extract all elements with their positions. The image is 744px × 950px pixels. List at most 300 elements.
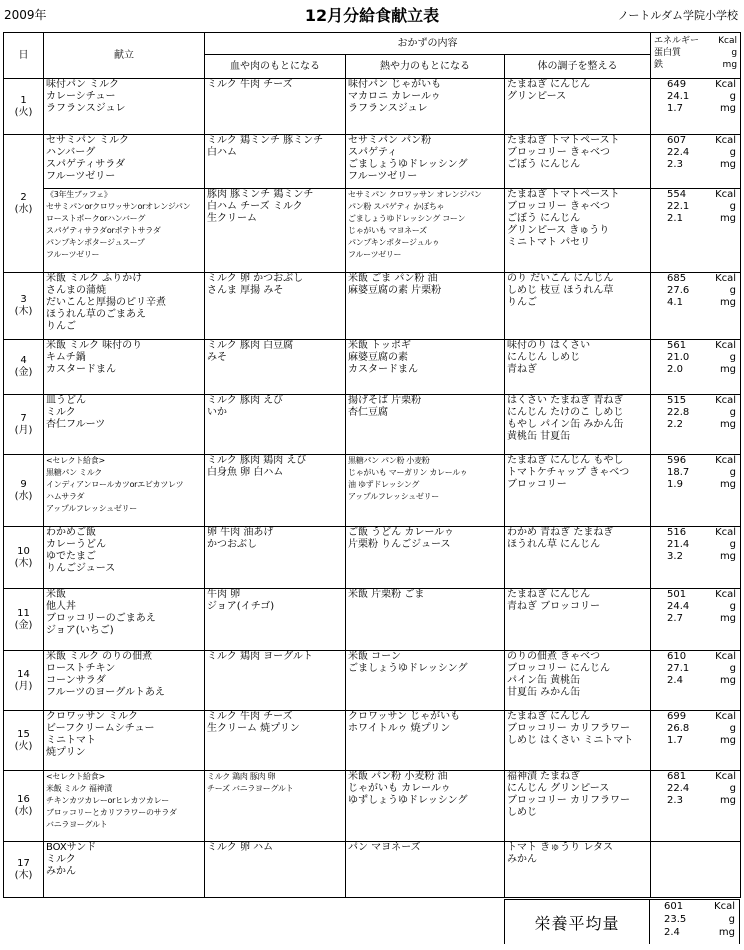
school-name: ノートルダム学院小学校 (617, 9, 738, 22)
day-cell (4, 771, 44, 842)
heat-cell (346, 189, 505, 273)
menu-line: セサミパン ミルク (46, 135, 129, 146)
body-cell (505, 79, 651, 135)
body-line: ブロッコリー きゃべつ (507, 147, 610, 158)
blood-line: ミルク 卵 ハム (207, 842, 274, 853)
energy-value: 515 (667, 395, 687, 406)
protein-value: 18.7 (667, 467, 690, 478)
body-line: にんじん しめじ (507, 352, 581, 363)
menu-line: ビーフクリームシチュー (46, 723, 155, 734)
heat-line: ゆずしょうゆドレッシング (348, 795, 468, 806)
energy-value: 607 (667, 135, 687, 146)
body-line: 青ねぎ ブロッコリー (507, 601, 600, 612)
heat-line: フルーツゼリー (348, 171, 418, 182)
menu-line: BOXサンド (46, 842, 97, 853)
menu-row (4, 395, 741, 455)
day-cell (4, 842, 44, 898)
blood-line: チーズ バニラヨーグルト (207, 784, 294, 793)
year-label: 2009年 (4, 8, 47, 22)
menu-line: ブロッコリーのごまあえ (46, 613, 156, 624)
body-cell (505, 395, 651, 455)
menu-line: クロワッサン ミルク (46, 711, 138, 722)
menu-cell (44, 79, 205, 135)
nutrition-cell: 516 Kcal 21.4 g 3.2 mg (651, 527, 741, 589)
heat-line: 揚げそば 片栗粉 (348, 395, 422, 406)
blood-cell (205, 711, 346, 771)
day-date: 16 (17, 794, 30, 805)
protein-value: 22.4 (667, 783, 690, 794)
heat-line: 米飯 パン粉 小麦粉 油 (348, 771, 448, 782)
blood-cell (205, 842, 346, 898)
energy-value: 554 (667, 189, 687, 200)
blood-line: 白ハム チーズ ミルク (207, 201, 303, 212)
heat-cell (346, 340, 505, 395)
blood-line: ミルク 鶏肉 ヨーグルト (207, 651, 313, 662)
menu-cell (44, 340, 205, 395)
body-line: ブロッコリー にんじん (507, 663, 610, 674)
day-date: 7 (20, 412, 27, 424)
body-cell (505, 273, 651, 340)
blood-cell (205, 527, 346, 589)
protein-value: 22.1 (667, 201, 690, 212)
body-line: 甘夏缶 みかん缶 (507, 687, 581, 698)
blood-line: 白ハム (207, 147, 237, 158)
body-line: たまねぎ にんじん (507, 79, 591, 90)
day-date: 2 (20, 191, 27, 203)
body-line: 黄桃缶 甘夏缶 (507, 431, 571, 442)
blood-cell (205, 771, 346, 842)
nutrition-cell: 610 Kcal 27.1 g 2.4 mg (651, 651, 741, 711)
menu-line: スパゲティサラダorポテトサラダ (46, 226, 161, 235)
blood-line: 牛肉 卵 (207, 589, 241, 600)
body-line: りんご (507, 297, 537, 308)
day-dow: (月) (14, 424, 33, 436)
heat-line: じゃがいも カレールゥ (348, 783, 451, 794)
blood-cell (205, 79, 346, 135)
heat-cell (346, 711, 505, 771)
energy-value: 681 (667, 771, 687, 782)
heat-line: パンプキンポタージュルゥ (348, 238, 440, 247)
blood-line: ミルク 牛肉 チーズ (207, 79, 293, 90)
heat-line: ラフランスジュレ (348, 103, 428, 114)
blood-line: みそ (207, 352, 227, 363)
day-dow: (水) (14, 806, 33, 817)
heat-line: マカロニ カレールゥ (348, 91, 441, 102)
menu-line: 米飯 ミルク 味付のり (46, 340, 143, 351)
day-dow: (金) (14, 619, 33, 631)
body-line: しめじ 枝豆 ほうれん草 (507, 285, 614, 296)
menu-cell (44, 455, 205, 527)
menu-line: ハンバーグ (46, 147, 96, 158)
heat-line: 黒糖パン パン粉 小麦粉 (348, 456, 430, 465)
heat-line: ごましょうゆドレッシング (348, 663, 468, 674)
menu-row (4, 340, 741, 395)
heat-cell (346, 527, 505, 589)
heat-cell (346, 651, 505, 711)
protein-value: 27.1 (667, 663, 690, 674)
day-date: 17 (17, 857, 30, 869)
page-title: 12月分給食献立表 (304, 6, 440, 25)
day-date: 1 (20, 94, 27, 106)
heat-line: 杏仁豆腐 (348, 407, 388, 418)
menu-line: <セレクト給食> (46, 456, 105, 465)
body-line: ごぼう にんじん (507, 159, 581, 170)
blood-line: ミルク 鶏ミンチ 豚ミンチ (207, 135, 324, 146)
menu-line: 味付パン ミルク (46, 79, 119, 90)
col-okazu-header: おかずの内容 (205, 33, 651, 55)
menu-cell (44, 842, 205, 898)
body-line: トマト きゅうり レタス (507, 842, 613, 853)
blood-line: かつおぶし (207, 539, 257, 550)
nutrition-cell: 501 Kcal 24.4 g 2.7 mg (651, 589, 741, 651)
menu-line: 米飯 ミルク のりの佃煮 (46, 651, 153, 662)
col-menu-header: 献立 (44, 33, 205, 79)
menu-row (4, 771, 741, 842)
blood-line: 豚肉 豚ミンチ 鶏ミンチ (207, 189, 314, 200)
energy-value: 610 (667, 651, 687, 662)
heat-line: クロワッサン じゃがいも (348, 711, 461, 722)
blood-cell (205, 189, 346, 273)
menu-line: 皿うどん (46, 395, 86, 406)
body-line: わかめ 青ねぎ たまねぎ (507, 527, 614, 538)
day-date: 4 (20, 355, 27, 366)
menu-line: ローストチキン (46, 663, 116, 674)
iron-value: 2.7 (667, 613, 683, 624)
menu-cell (44, 711, 205, 771)
nutrition-cell: 515 Kcal 22.8 g 2.2 mg (651, 395, 741, 455)
menu-line: 黒糖パン ミルク (46, 468, 102, 477)
body-line: ほうれん草 にんじん (507, 539, 601, 550)
heat-line: 麻婆豆腐の素 (348, 352, 408, 363)
protein-value: 24.4 (667, 601, 690, 612)
body-line: たまねぎ にんじん もやし (507, 455, 624, 466)
menu-cell (44, 651, 205, 711)
menu-line: だいこんと厚揚のピリ辛煮 (46, 297, 166, 308)
menu-line: スパゲティサラダ (46, 159, 126, 170)
day-date: 9 (20, 478, 27, 490)
body-line: たまねぎ にんじん (507, 589, 591, 600)
day-cell (4, 135, 44, 273)
protein-value: 26.8 (667, 723, 690, 734)
body-cell (505, 771, 651, 842)
menu-row (4, 189, 741, 273)
menu-line: チキンカツカレーorヒレカツカレー (46, 796, 170, 805)
menu-line: フルーツゼリー (46, 250, 100, 259)
energy-value: 516 (667, 527, 687, 538)
energy-value: 501 (667, 589, 687, 600)
iron-value: 1.7 (667, 735, 683, 746)
blood-line: ミルク 豚肉 えび (207, 395, 284, 406)
iron-value: 1.9 (667, 479, 683, 490)
day-cell (4, 79, 44, 135)
menu-line: バニラヨーグルト (46, 820, 108, 829)
day-dow: (木) (14, 557, 33, 569)
heat-line: じゃがいも マヨネーズ (348, 226, 427, 235)
day-dow: (火) (14, 106, 33, 118)
menu-line: 他人丼 (46, 601, 76, 612)
col-body-header: 体の調子を整える (505, 55, 651, 79)
day-cell (4, 711, 44, 771)
day-dow: (水) (14, 490, 33, 502)
menu-table (3, 32, 741, 898)
menu-line: 米飯 ミルク 福神漬 (46, 784, 112, 793)
nutrition-cell: 596 Kcal 18.7 g 1.9 mg (651, 455, 741, 527)
menu-line: ゆでたまご (46, 551, 96, 562)
body-line: ブロッコリー (507, 479, 567, 490)
menu-cell (44, 135, 205, 189)
body-line: のりの佃煮 きゃべつ (507, 651, 601, 662)
blood-line: ミルク 卵 かつおぶし (207, 273, 304, 284)
menu-line: りんごジュース (46, 563, 116, 574)
average-label: 栄養平均量 (504, 899, 650, 944)
protein-value: 27.6 (667, 285, 690, 296)
heat-cell (346, 79, 505, 135)
blood-line: さんま 厚揚 みそ (207, 285, 284, 296)
blood-line: ミルク 豚肉 鶏肉 えび (207, 455, 307, 466)
body-cell (505, 135, 651, 189)
menu-line: ジョア(いちご) (46, 625, 114, 636)
day-cell (4, 273, 44, 340)
heat-line: セサミパン クロワッサン オレンジパン (348, 190, 482, 199)
menu-line: りんご (46, 321, 76, 332)
menu-line: さんまの蒲焼 (46, 285, 106, 296)
col-day-header: 日 (4, 33, 44, 79)
nutrition-cell: 699 Kcal 26.8 g 1.7 mg (651, 711, 741, 771)
day-dow: (火) (14, 740, 33, 752)
blood-cell (205, 455, 346, 527)
blood-line: いか (207, 407, 227, 418)
body-line: ミニトマト パセリ (507, 237, 591, 248)
blood-line: ミルク 牛肉 チーズ (207, 711, 293, 722)
body-line: グリンピース きゅうり (507, 225, 610, 236)
menu-line: 杏仁フルーツ (46, 419, 106, 430)
nutrition-cell: 681 Kcal 22.4 g 2.3 mg (651, 771, 741, 842)
iron-value: 4.1 (667, 297, 683, 308)
nutrition-cell (651, 842, 741, 898)
menu-row (4, 527, 741, 589)
menu-line: コーンサラダ (46, 675, 106, 686)
energy-value: 596 (667, 455, 687, 466)
menu-line: <セレクト給食> (46, 772, 105, 781)
iron-value: 2.1 (667, 213, 683, 224)
day-cell (4, 651, 44, 711)
heat-cell (346, 455, 505, 527)
heat-cell (346, 135, 505, 189)
protein-value: 22.4 (667, 147, 690, 158)
blood-line: ミルク 鶏肉 豚肉 卵 (207, 772, 276, 781)
body-line: ごぼう にんじん (507, 213, 581, 224)
average-values: 601 Kcal 23.5 g 2.4 mg (650, 899, 740, 944)
protein-value: 21.0 (667, 352, 690, 363)
nutrition-cell: 649 Kcal 24.1 g 1.7 mg (651, 79, 741, 135)
body-cell (505, 711, 651, 771)
day-cell (4, 589, 44, 651)
menu-line: ほうれん草のごまあえ (46, 309, 146, 320)
heat-line: 米飯 片栗粉 ごま (348, 589, 425, 600)
menu-cell (44, 589, 205, 651)
protein-value: 21.4 (667, 539, 690, 550)
heat-line: スパゲティ (348, 147, 398, 158)
body-line: のり だいこん にんじん (507, 273, 614, 284)
menu-line: フルーツのヨーグルトあえ (46, 687, 165, 698)
day-dow: (月) (14, 680, 33, 692)
body-line: はくさい たまねぎ 青ねぎ (507, 395, 624, 406)
heat-line: 油 ゆずドレッシング (348, 480, 420, 489)
menu-line: ミルク (46, 407, 76, 418)
body-line: 福神漬 たまねぎ (507, 771, 581, 782)
heat-line: 米飯 トッポギ (348, 340, 411, 351)
menu-row (4, 79, 741, 135)
heat-line: アップルフレッシュゼリー (348, 492, 439, 501)
heat-cell (346, 771, 505, 842)
heat-line: 米飯 ごま パン粉 油 (348, 273, 438, 284)
menu-line: キムチ鍋 (46, 352, 86, 363)
menu-line: セサミパンorクロワッサンorオレンジパン (46, 202, 191, 211)
menu-row (4, 135, 741, 189)
heat-line: ホワイトルゥ 焼プリン (348, 723, 451, 734)
heat-line: 米飯 コーン (348, 651, 401, 662)
blood-line: 生クリーム (207, 213, 257, 224)
body-line: グリンピース (507, 91, 567, 102)
menu-line: ミニトマト (46, 735, 96, 746)
energy-value: 685 (667, 273, 687, 284)
menu-row (4, 455, 741, 527)
blood-cell (205, 273, 346, 340)
menu-cell (44, 771, 205, 842)
heat-line: 味付パン じゃがいも (348, 79, 442, 90)
heat-cell (346, 842, 505, 898)
energy-value: 699 (667, 711, 687, 722)
menu-line: カレーうどん (46, 539, 106, 550)
body-cell (505, 651, 651, 711)
body-line: にんじん たけのこ しめじ (507, 407, 624, 418)
nutrition-cell: 554 Kcal 22.1 g 2.1 mg (651, 189, 741, 273)
day-date: 3 (20, 294, 27, 305)
body-line: ブロッコリー カリフラワー (507, 795, 630, 806)
body-line: しめじ (507, 807, 537, 818)
day-dow: (木) (14, 869, 33, 881)
menu-line: カレーシチュー (46, 91, 116, 102)
heat-line: じゃがいも マーガリン カレールゥ (348, 468, 468, 477)
nutrition-cell: 685 Kcal 27.6 g 4.1 mg (651, 273, 741, 340)
energy-value: 649 (667, 79, 687, 90)
heat-line: ごましょうゆドレッシング (348, 159, 468, 170)
nutrition-cell: 561 Kcal 21.0 g 2.0 mg (651, 340, 741, 395)
blood-cell (205, 395, 346, 455)
menu-line: ブロッコリーとカリフラワーのサラダ (46, 808, 177, 817)
page-header (0, 0, 744, 30)
blood-cell (205, 135, 346, 189)
body-line: ブロッコリー カリフラワー (507, 723, 630, 734)
iron-value: 2.0 (667, 364, 683, 375)
menu-cell (44, 527, 205, 589)
menu-line: わかめご飯 (46, 527, 96, 538)
heat-line: カスタードまん (348, 364, 418, 375)
menu-cell (44, 189, 205, 273)
iron-value: 2.3 (667, 795, 683, 806)
day-date: 15 (17, 728, 30, 740)
body-line: トマトケチャップ きゃべつ (507, 467, 630, 478)
heat-cell (346, 395, 505, 455)
avg-energy: 601 (664, 901, 684, 912)
body-line: にんじん グリンピース (507, 783, 610, 794)
day-cell (4, 340, 44, 395)
blood-cell (205, 651, 346, 711)
blood-cell (205, 340, 346, 395)
iron-value: 2.2 (667, 419, 683, 430)
heat-line: ご飯 うどん カレールゥ (348, 527, 454, 538)
day-date: 14 (17, 668, 30, 680)
nutrition-cell: 607 Kcal 22.4 g 2.3 mg (651, 135, 741, 189)
iron-value: 1.7 (667, 103, 683, 114)
body-line: たまねぎ トマトペースト (507, 189, 620, 200)
blood-line: 白身魚 卵 白ハム (207, 467, 284, 478)
heat-line: 麻婆豆腐の素 片栗粉 (348, 285, 442, 296)
blood-line: 卵 牛肉 油あげ (207, 527, 274, 538)
col-blood-header: 血や肉のもとになる (205, 55, 346, 79)
menu-cell (44, 395, 205, 455)
iron-value: 2.4 (667, 675, 683, 686)
iron-value: 2.3 (667, 159, 683, 170)
col-nutrition-header: エネルギー Kcal 蛋白質 g 鉄 mg (651, 33, 741, 79)
body-line: 青ねぎ (507, 364, 537, 375)
body-cell (505, 189, 651, 273)
heat-cell (346, 273, 505, 340)
heat-line: セサミパン パン粉 (348, 135, 432, 146)
menu-row (4, 273, 741, 340)
day-cell (4, 455, 44, 527)
body-cell (505, 340, 651, 395)
heat-line: フルーツゼリー (348, 250, 402, 259)
heat-cell (346, 589, 505, 651)
menu-line: みかん (46, 866, 76, 877)
body-line: しめじ はくさい ミニトマト (507, 735, 634, 746)
avg-protein: 23.5 (664, 914, 687, 925)
menu-line: フルーツゼリー (46, 171, 116, 182)
menu-row (4, 711, 741, 771)
day-cell (4, 527, 44, 589)
body-cell (505, 527, 651, 589)
protein-value: 22.8 (667, 407, 690, 418)
menu-body (4, 79, 741, 898)
menu-row (4, 589, 741, 651)
heat-line: パン粉 スパゲティ かぼちゃ (348, 202, 445, 211)
day-dow: (水) (14, 203, 33, 215)
menu-line: 米飯 (46, 589, 66, 600)
blood-cell (205, 589, 346, 651)
menu-cell (44, 273, 205, 340)
blood-line: ミルク 豚肉 白豆腐 (207, 340, 294, 351)
menu-line: ラフランスジュレ (46, 103, 126, 114)
body-line: たまねぎ トマトペースト (507, 135, 620, 146)
menu-line: ハムサラダ (46, 492, 85, 501)
body-line: 味付のり はくさい (507, 340, 591, 351)
menu-line: ミルク (46, 854, 76, 865)
day-date: 11 (17, 607, 30, 619)
menu-line: パンプキンポタージュスープ (46, 238, 145, 247)
day-date: 10 (17, 545, 30, 557)
body-line: パイン缶 黄桃缶 (507, 675, 581, 686)
body-line: みかん (507, 854, 537, 865)
menu-line: 焼プリン (46, 747, 86, 758)
body-line: もやし パイン缶 みかん缶 (507, 419, 624, 430)
blood-line: ジョア(イチゴ) (207, 601, 275, 612)
protein-value: 24.1 (667, 91, 690, 102)
energy-value: 561 (667, 340, 687, 351)
iron-value: 3.2 (667, 551, 683, 562)
menu-line: ローストポークorハンバーグ (46, 214, 146, 223)
heat-line: ごましょうゆドレッシング コーン (348, 214, 466, 223)
